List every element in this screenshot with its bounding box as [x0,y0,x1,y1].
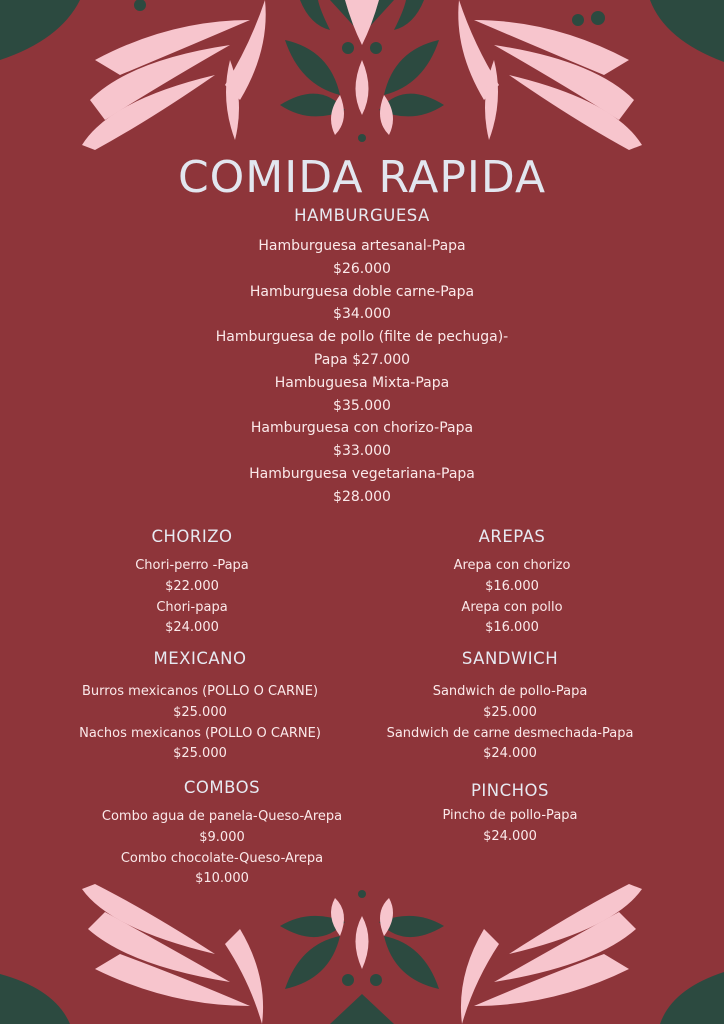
menu-price: $25.000 [173,746,227,762]
arepas-items [392,556,632,639]
pinchos-heading: PINCHOS [470,781,550,800]
menu-price: $24.000 [483,746,537,762]
menu-line: Hamburguesa con chorizo-Papa [250,420,474,437]
menu-line: Hamburguesa artesanal-Papa [258,238,466,254]
menu-price: $9.000 [199,829,245,845]
menu-price: $22.000 [165,578,219,594]
mexicano-items [62,682,338,765]
menu-price: $16.000 [485,578,539,594]
menu-price: $24.000 [165,620,219,636]
sandwich-section [372,649,648,765]
chorizo-items [72,556,312,639]
bottom-floral-ornament [0,879,724,1024]
menu-line: Hamburguesa de pollo (filte de pechuga)- [215,329,509,346]
sandwich-heading: SANDWICH [461,649,559,668]
combos-items [82,807,362,890]
hamburguesa-items [0,235,724,509]
chorizo-section [72,527,312,639]
top-floral-ornament [0,0,724,160]
combos-heading: COMBOS [183,778,261,797]
mexicano-heading: MEXICANO [153,649,247,668]
menu-line: Arepa con chorizo [453,558,571,573]
menu-price: $25.000 [173,704,227,720]
menu-price: $35.000 [333,397,391,414]
menu-line: Hambuguesa Mixta-Papa [274,374,450,391]
hamburguesa-section [0,206,724,509]
menu-line: Chori-perro -Papa [135,558,249,573]
menu-line: Combo agua de panela-Queso-Arepa [101,809,343,824]
hamburguesa-heading: HAMBURGUESA [294,206,430,225]
sandwich-items [372,682,648,765]
menu-line: Chori-papa [156,599,228,615]
menu-line: Sandwich de carne desmechada-Papa [386,725,634,741]
menu-line: Papa $27.000 [313,351,411,368]
combos-section [82,778,362,890]
menu-line: Sandwich de pollo-Papa [432,684,588,699]
menu-price: $24.000 [483,828,537,844]
menu-price: $10.000 [195,871,249,887]
menu-price: $34.000 [333,306,391,323]
menu-line: Nachos mexicanos (POLLO O CARNE) [79,725,321,741]
menu-price: $16.000 [485,620,539,636]
arepas-section [392,527,632,639]
menu-line: Burros mexicanos (POLLO O CARNE) [81,684,319,699]
pinchos-items [390,806,630,848]
mexicano-section [62,649,338,765]
menu-price: $28.000 [333,488,391,505]
menu-line: Pincho de pollo-Papa [442,808,578,823]
menu-price: $26.000 [333,260,391,277]
menu-line: Combo chocolate-Queso-Arepa [120,850,324,866]
menu-price: $33.000 [333,443,391,460]
menu-line: Hamburguesa vegetariana-Papa [249,465,475,482]
menu-line: Hamburguesa doble carne-Papa [249,283,475,300]
menu-line: Arepa con pollo [461,599,563,615]
arepas-heading: AREPAS [478,527,546,546]
menu-price: $25.000 [483,704,537,720]
menu-title: COMIDA RAPIDA [177,152,547,203]
chorizo-heading: CHORIZO [151,527,233,546]
pinchos-section [390,781,630,848]
